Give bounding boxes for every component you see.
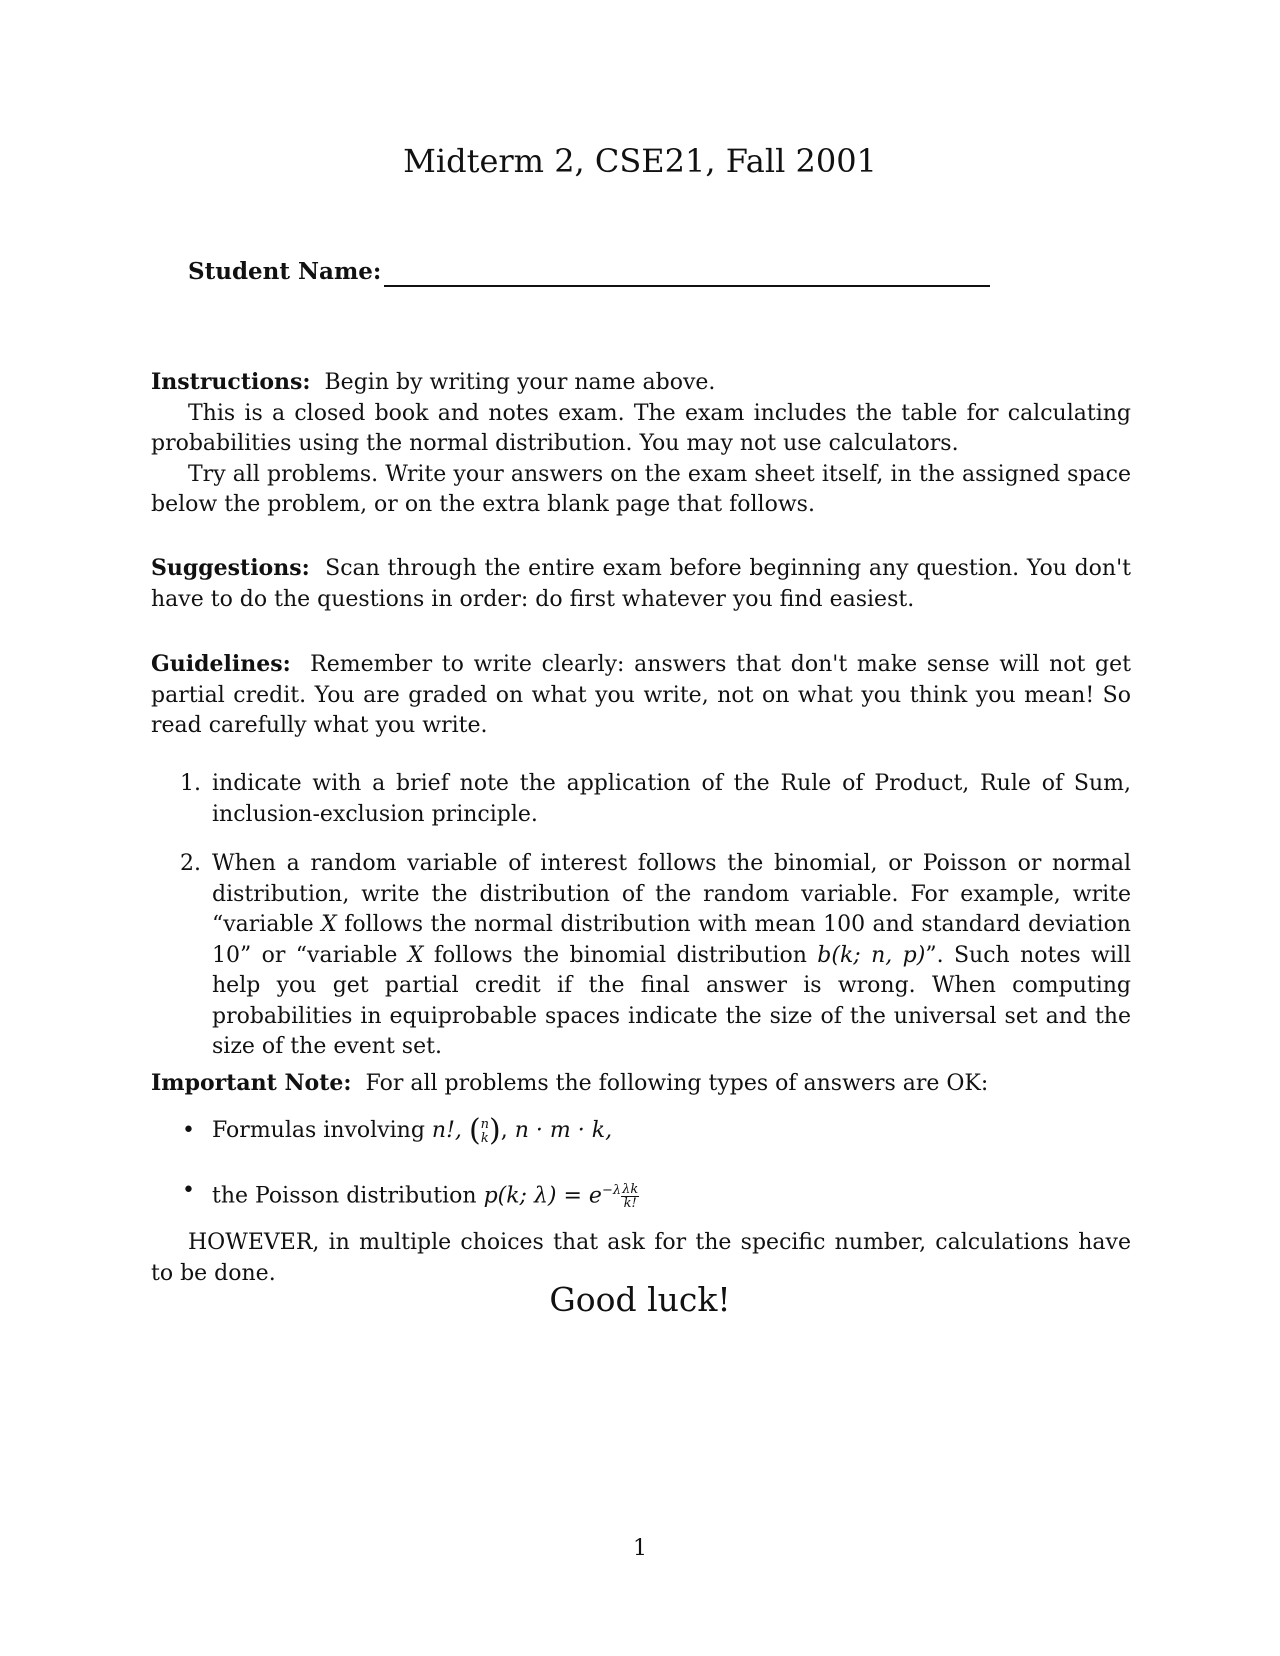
suggestions-label: Suggestions:	[151, 555, 310, 581]
instructions-line1: Begin by writing your name above.	[324, 370, 716, 395]
list-number: 2.	[180, 851, 201, 876]
bullet-icon: •	[182, 1178, 195, 1203]
instructions-para3: Try all problems. Write your answers on the exam sheet itself, in the assigned space below the problem, or on the extra blank page that follows.	[151, 461, 1131, 517]
suggestions-section	[151, 553, 1131, 615]
instructions-label: Instructions:	[151, 369, 311, 395]
guideline-item-text: indicate with a brief note the application of the Rule of Product, Rule of Sum, inclusion-exclusion principle.	[212, 771, 1131, 827]
guideline-item-text-c: follows the binomial distribution	[433, 942, 807, 968]
guideline-item-1	[170, 769, 1131, 830]
variable-x: X	[321, 912, 337, 937]
variable-x: X	[407, 942, 424, 968]
important-label: Important Note:	[151, 1070, 352, 1096]
bullet-icon: •	[182, 1118, 195, 1143]
guidelines-label: Guidelines:	[151, 651, 291, 677]
product-formula: n · m · k,	[514, 1118, 613, 1143]
bullet-text: the Poisson distribution	[212, 1183, 477, 1209]
poisson-exponent: −λ	[601, 1183, 622, 1198]
bullet-item-formulas: • Formulas involving n!, (n k), n · m · k,	[182, 1113, 613, 1148]
list-number: 1.	[180, 771, 201, 796]
bullet-text: Formulas involving	[212, 1118, 425, 1143]
poisson-fraction: $\frac{\lambda k}{k!}$	[622, 1181, 639, 1211]
student-name-line[interactable]	[384, 285, 990, 287]
suggestions-text: Scan through the entire exam before beginning any question. You don't have to do the questions in order: do first whatever you find easiest.	[151, 556, 1131, 612]
guideline-item-2	[170, 849, 1131, 1063]
poisson-formula-lhs: p(k; λ) = e	[483, 1183, 602, 1209]
factorial-formula: n!,	[431, 1118, 462, 1143]
student-name-label: Student Name:	[188, 258, 382, 285]
guidelines-text: Remember to write clearly: answers that don't make sense will not get partial credit. You are graded on what you write, not on what you think you mean! So read carefully what you write.	[151, 652, 1131, 738]
instructions-para2: This is a closed book and notes exam. The exam includes the table for calculating probabilities using the normal distribution. You may not use calculators.	[151, 400, 1131, 456]
instructions-section	[151, 367, 1131, 521]
bullet-item-poisson	[180, 1176, 1131, 1211]
guideline-item-text-d: ”. Such notes will help you get partial credit if the final answer is wrong. When computing probabilities in equiprobable spaces indicate the size of the universal set and the size of the event set.	[212, 942, 1131, 1059]
closing-text: Good luck!	[549, 1280, 731, 1319]
important-text: For all problems the following types of answers are OK:	[365, 1071, 989, 1096]
guideline-item-text-a: When a random variable of interest follows the binomial, or Poisson or normal distribution, write the distribution of the random variable. For example, write “variable	[212, 851, 1131, 937]
binomial-coefficient: (n k)	[468, 1113, 501, 1148]
page-title: Midterm 2, CSE21, Fall 2001	[403, 142, 877, 180]
important-note-section	[151, 1068, 1131, 1100]
page-number: 1	[633, 1536, 647, 1561]
however-text: HOWEVER, in multiple choices that ask for the specific number, calculations have to be done.	[151, 1230, 1131, 1286]
guideline-item-text-b: follows the normal distribution with mean 100 and standard deviation 10” or “variable	[212, 912, 1131, 968]
binomial-formula: b(k; n, p)	[817, 942, 926, 968]
guidelines-section	[151, 649, 1131, 742]
